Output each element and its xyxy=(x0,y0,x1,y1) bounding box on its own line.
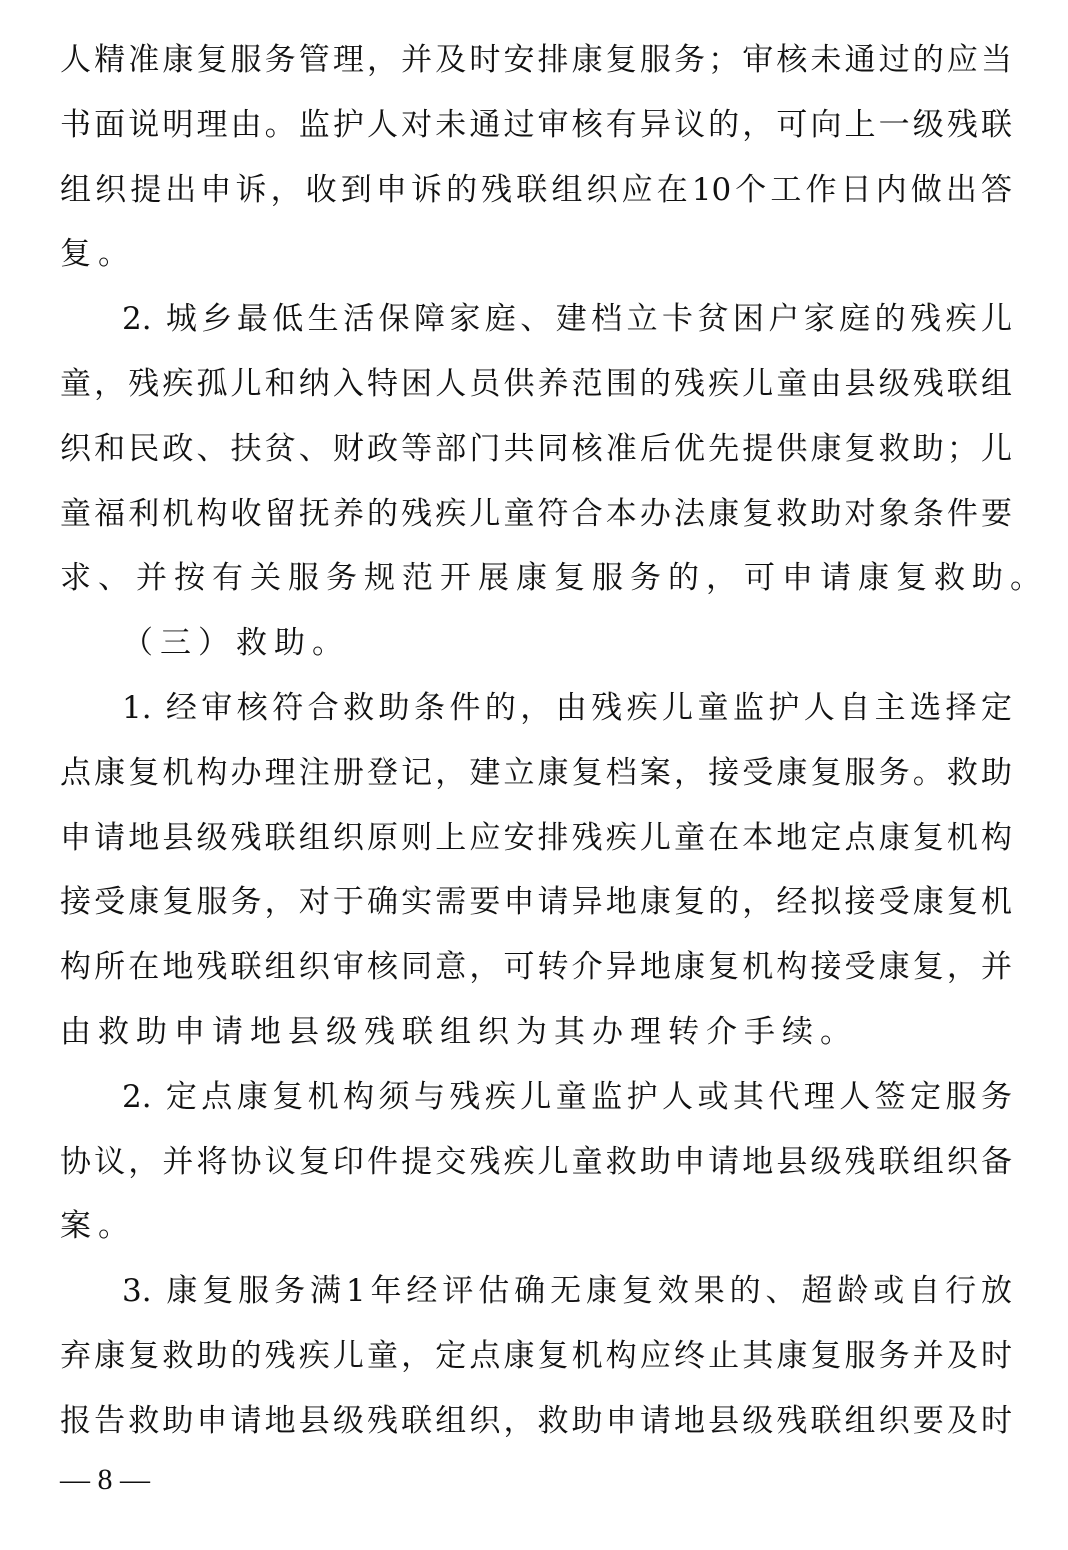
text-line: 构所在地残联组织审核同意，可转介异地康复机构接受康复，并 xyxy=(60,949,1012,986)
text-line: 人精准康复服务管理，并及时安排康复服务；审核未通过的应当 xyxy=(60,42,1012,78)
text-line: 协议，并将协议复印件提交残疾儿童救助申请地县级残联组织备 xyxy=(60,1143,1012,1180)
paragraph-start: 2. 定点康复机构须与残疾儿童监护人或其代理人签定服务 xyxy=(122,1078,1012,1115)
text-line: 书面说明理由。监护人对未通过审核有异议的，可向上一级残联 xyxy=(60,106,1012,143)
text-line: 织和民政、扶贫、财政等部门共同核准后优先提供康复救助；儿 xyxy=(60,430,1012,467)
text-line: 复。 xyxy=(60,236,136,273)
document-body xyxy=(60,28,1048,1454)
paragraph-start: 3. 康复服务满1年经评估确无康复效果的、超龄或自行放 xyxy=(122,1273,1012,1310)
text-line: 报告救助申请地县级残联组织，救助申请地县级残联组织要及时 xyxy=(60,1402,1012,1439)
text-line: 组织提出申诉，收到申诉的残联组织应在10个工作日内做出答 xyxy=(60,171,1012,208)
paragraph-start: 1. 经审核符合救助条件的，由残疾儿童监护人自主选择定 xyxy=(122,689,1012,726)
text-line: 求、并按有关服务规范开展康复服务的，可申请康复救助。 xyxy=(60,560,1048,597)
text-line: 点康复机构办理注册登记，建立康复档案，接受康复服务。救助 xyxy=(60,754,1012,791)
page-number: — 8 — xyxy=(60,1463,150,1496)
text-line: 案。 xyxy=(60,1208,136,1245)
text-line: 童，残疾孤儿和纳入特困人员供养范围的残疾儿童由县级残联组 xyxy=(60,365,1012,402)
text-line: 申请地县级残联组织原则上应安排残疾儿童在本地定点康复机构 xyxy=(60,819,1012,856)
paragraph-start: 2. 城乡最低生活保障家庭、建档立卡贫困户家庭的残疾儿 xyxy=(122,301,1012,338)
text-line: 弃康复救助的残疾儿童，定点康复机构应终止其康复服务并及时 xyxy=(60,1337,1012,1374)
text-line: 童福利机构收留抚养的残疾儿童符合本办法康复救助对象条件要 xyxy=(60,495,1012,532)
section-heading: （三）救助。 xyxy=(122,625,350,662)
text-line: 由救助申请地县级残联组织为其办理转介手续。 xyxy=(60,1013,858,1050)
text-line: 接受康复服务，对于确实需要申请异地康复的，经拟接受康复机 xyxy=(60,884,1012,921)
